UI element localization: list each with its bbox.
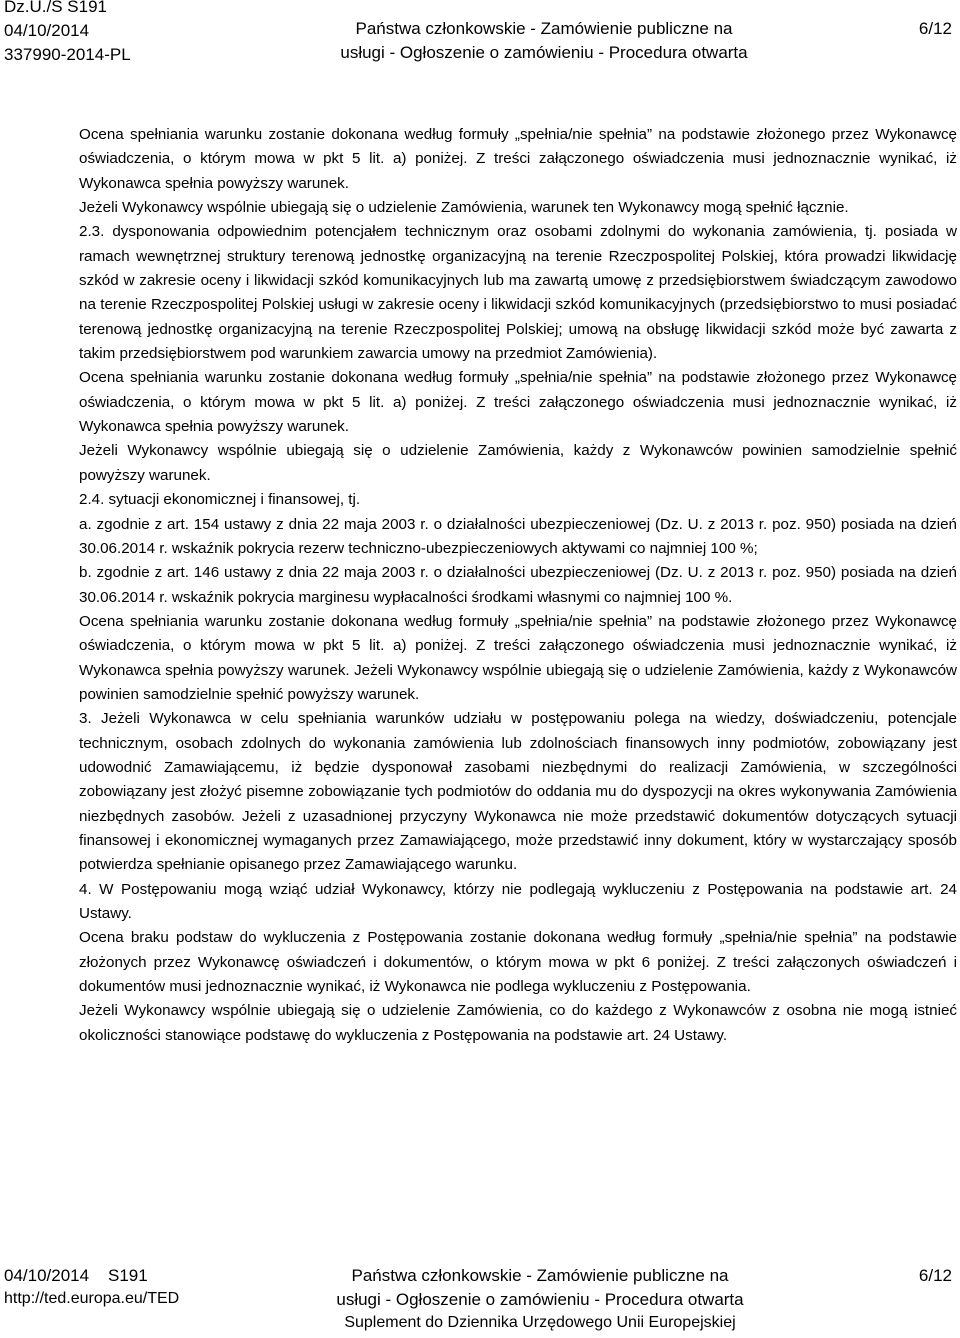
footer-ted-link[interactable]: http://ted.europa.eu/TED <box>4 1290 180 1307</box>
header-journal-ref: Dz.U./S S191 <box>4 0 107 16</box>
header-page-label: 6/12 <box>918 19 952 38</box>
footer-page-number <box>919 1266 952 1290</box>
header-document-ref <box>4 0 131 68</box>
footer-document-ref <box>4 1266 179 1314</box>
paragraph: 2.4. sytuacji ekonomicznej i finansowej, tj. <box>79 491 361 509</box>
paragraph: Ocena spełniania warunku zostanie dokonana według formuły „spełnia/nie spełnia” na podstawie złożonego przez Wykonawcę oświadczenia, o którym mowa w pkt 5 lit. a) poniżej. Z treści załączonego oświadczenia musi jednoznacznie wynikać, iż Wykonawca spełnia powyższy warunek. <box>79 126 957 192</box>
footer-date-issue: 04/10/2014 S191 <box>4 1266 148 1285</box>
header-title-line1: Państwa członkowskie - Zamówienie publiczne na <box>355 19 733 38</box>
paragraph: Jeżeli Wykonawcy wspólnie ubiegają się o udzielenie Zamówienia, każdy z Wykonawców powinien samodzielnie spełnić powyższy warunek. <box>79 442 957 484</box>
footer-title-line1: Państwa członkowskie - Zamówienie publiczne na <box>351 1266 729 1285</box>
document-body <box>79 123 957 1048</box>
paragraph: b. zgodnie z art. 146 ustawy z dnia 22 maja 2003 r. o działalności ubezpieczeniowej (Dz. U. z 2013 r. poz. 950) posiada na dzień 30.06.2014 r. wskaźnik pokrycia marginesu wypłacalności środkami własnymi co najmniej 100 %. <box>79 564 957 606</box>
footer-title-line2: usługi - Ogłoszenie o zamówieniu - Procedura otwarta <box>336 1290 744 1309</box>
paragraph: a. zgodnie z art. 154 ustawy z dnia 22 maja 2003 r. o działalności ubezpieczeniowej (Dz. U. z 2013 r. poz. 950) posiada na dzień 30.06.2014 r. wskaźnik pokrycia rezerw techniczno-ubezpieczeniowych aktywami co najmniej 100 %; <box>79 515 957 557</box>
header-notice-number: 337990-2014-PL <box>4 45 131 64</box>
paragraph: Ocena braku podstaw do wykluczenia z Postępowania zostanie dokonana według formuły „spełnia/nie spełnia” na podstawie złożonych przez Wykonawcę oświadczeń i dokumentów, o którym mowa w pkt 6 poniżej. Z treści załączonych oświadczeń i dokumentów musi jednoznacznie wynikać, iż Wykonawca nie podlega wykluczeniu z Postępowania. <box>79 929 957 996</box>
header-date: 04/10/2014 <box>4 21 90 40</box>
header-page-number <box>919 18 952 42</box>
paragraph: 3. Jeżeli Wykonawca w celu spełniania warunków udziału w postępowaniu polega na wiedzy, doświadczeniu, potencjale technicznym, osobach zdolnych do wykonania zamówienia lub zdolnościach finansowych inny podmiotów, zobowiązany jest udowodnić Zamawiającemu, iż będzie dysponował zasobami niezbędnymi do realizacji Zamówienia, w szczególności zobowiązany jest złożyć pisemne zobowiązanie tych podmiotów do oddania mu do dyspozycji na okres wykonywania Zamówienia niezbędnych zasobów. Jeżeli z uzasadnionej przyczyny Wykonawca nie może przedstawić dokumentów dotyczących sytuacji finansowej i ekonomicznej wymaganych przez Zamawiającego, może przedstawić inny dokument, który w wystarczający sposób potwierdza spełnianie opisanego przez Zamawiającego warunku. <box>79 710 957 874</box>
header-notice-type <box>334 18 754 66</box>
paragraph: 4. W Postępowaniu mogą wziąć udział Wykonawcy, którzy nie podlegają wykluczeniu z Postępowania na podstawie art. 24 Ustawy. <box>79 880 957 922</box>
footer-notice-type <box>300 1266 780 1338</box>
footer-supplement-name: Suplement do Dziennika Urzędowego Unii Europejskiej <box>344 1314 736 1331</box>
paragraph: Jeżeli Wykonawcy wspólnie ubiegają się o udzielenie Zamówienia, warunek ten Wykonawcy mogą spełnić łącznie. <box>79 199 849 217</box>
paragraph: 2.3. dysponowania odpowiednim potencjałem technicznym oraz osobami zdolnymi do wykonania zamówienia, tj. posiada w ramach wewnętrznej struktury terenową jednostkę organizacyjną na terenie Rzeczpospolitej Polskiej, która prowadzi likwidację szkód w zakresie oceny i likwidacji szkód komunikacyjnych lub ma zawartą umowę z przedsiębiorstwem świadczącym zawodowo na terenie Rzeczpospolitej Polskiej usługi w zakresie oceny i likwidacji szkód komunikacyjnych (przedsiębiorstwo to musi posiadać terenową jednostkę organizacyjną na terenie Rzeczpospolitej Polskiej; umową na obsługę likwidacji szkód może być zawarta z takim przedsiębiorstwem pod warunkiem zawarcia umowy na przedmiot Zamówienia). <box>79 223 957 363</box>
paragraph: Jeżeli Wykonawcy wspólnie ubiegają się o udzielenie Zamówienia, co do każdego z Wykonawców z osobna nie mogą istnieć okoliczności stanowiące podstawę do wykluczenia z Postępowania na podstawie art. 24 Ustawy. <box>79 1002 957 1044</box>
footer-page-label: 6/12 <box>918 1266 952 1285</box>
header-title-line2: usługi - Ogłoszenie o zamówieniu - Procedura otwarta <box>340 43 748 62</box>
paragraph: Ocena spełniania warunku zostanie dokonana według formuły „spełnia/nie spełnia” na podstawie złożonego przez Wykonawcę oświadczenia, o którym mowa w pkt 5 lit. a) poniżej. Z treści załączonego oświadczenia musi jednoznacznie wynikać, iż Wykonawca spełnia powyższy warunek. <box>79 369 957 436</box>
paragraph: Ocena spełniania warunku zostanie dokonana według formuły „spełnia/nie spełnia” na podstawie złożonego przez Wykonawcę oświadczenia, o którym mowa w pkt 5 lit. a) poniżej. Z treści załączonego oświadczenia musi jednoznacznie wynikać, iż Wykonawca spełnia powyższy warunek. Jeżeli Wykonawcy wspólnie ubiegają się o udzielenie Zamówienia, każdy z Wykonawców powinien samodzielnie spełnić powyższy warunek. <box>79 612 957 703</box>
